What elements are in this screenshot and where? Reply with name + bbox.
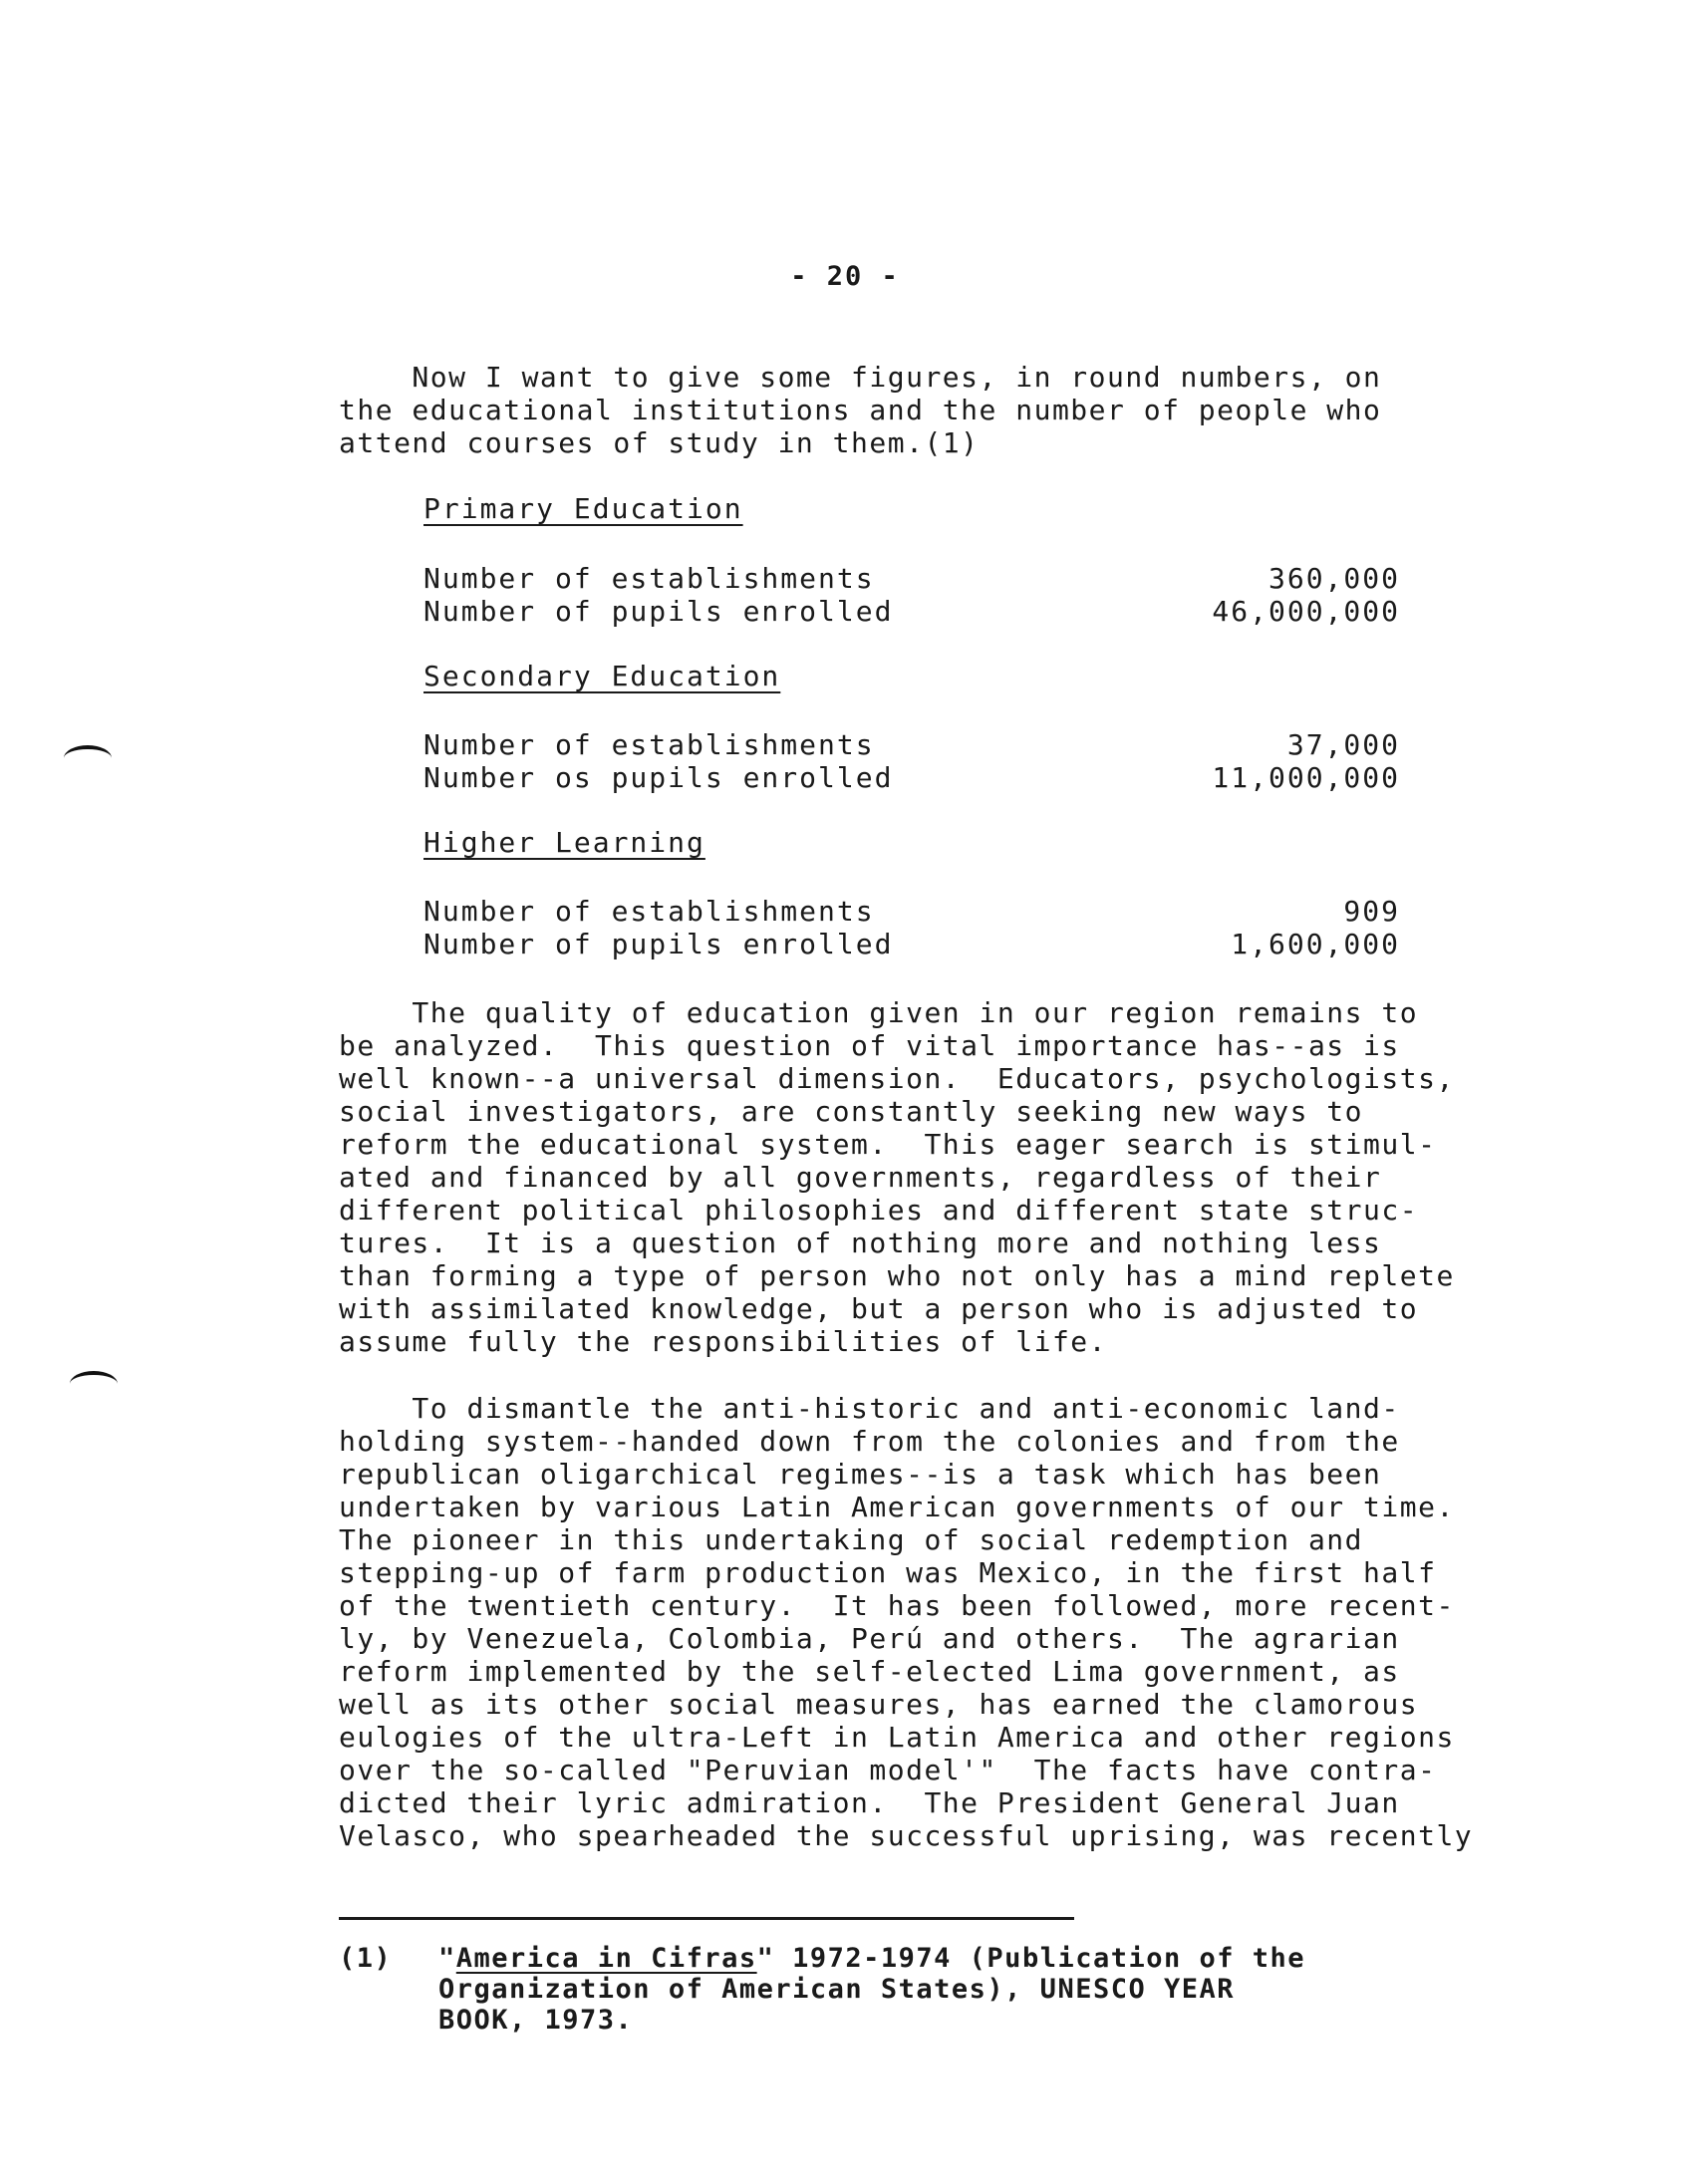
section-title-higher: Higher Learning — [423, 826, 705, 859]
text-line: the educational institutions and the number of people who — [339, 394, 1382, 426]
text-line: eulogies of the ultra-Left in Latin America and other regions — [339, 1721, 1455, 1754]
stat-value: 360,000 — [1268, 562, 1400, 595]
text-line: with assimilated knowledge, but a person who is adjusted to — [339, 1292, 1419, 1325]
text-line: The pioneer in this undertaking of social redemption and — [339, 1523, 1364, 1556]
intro-paragraph — [339, 361, 1594, 459]
footnote-quote: " — [438, 1943, 456, 1974]
stat-value: 909 — [1343, 895, 1400, 928]
punch-mark — [70, 1371, 118, 1397]
text-line: attend courses of study in them.(1) — [339, 426, 980, 459]
text-line: reform implemented by the self-elected Lima government, as — [339, 1655, 1400, 1688]
stat-value: 46,000,000 — [1212, 595, 1400, 628]
text-line: different political philosophies and different state struc- — [339, 1194, 1419, 1227]
text-line: undertaken by various Latin American governments of our time. — [339, 1491, 1455, 1523]
text-line: To dismantle the anti-historic and anti-economic land- — [339, 1392, 1400, 1425]
text-line: holding system--handed down from the colonies and from the — [339, 1425, 1400, 1458]
stat-row — [423, 895, 1400, 928]
punch-mark — [64, 745, 112, 771]
text-line: ated and financed by all governments, regardless of their — [339, 1161, 1382, 1194]
text-line: social investigators, are constantly seeking new ways to — [339, 1095, 1364, 1128]
text-line: than forming a type of person who not only has a mind replete — [339, 1259, 1455, 1292]
text-line: of the twentieth century. It has been followed, more recent- — [339, 1589, 1455, 1622]
section-title-secondary: Secondary Education — [423, 660, 781, 692]
footnote-line: BOOK, 1973. — [438, 2005, 634, 2036]
footnote-divider — [339, 1917, 1074, 1920]
footnote-line: Organization of American States), UNESCO YEAR — [438, 1974, 1235, 2005]
text-line: republican oligarchical regimes--is a task which has been — [339, 1458, 1382, 1491]
text-line: well as its other social measures, has earned the clamorous — [339, 1688, 1419, 1721]
stat-label: Number of pupils enrolled — [423, 595, 894, 628]
stat-row — [423, 595, 1400, 628]
stat-row — [423, 928, 1400, 960]
page-number: - 20 - — [790, 261, 900, 292]
stat-label: Number of establishments — [423, 895, 875, 928]
text-line: dicted their lyric admiration. The President General Juan — [339, 1786, 1400, 1819]
stat-label: Number of establishments — [423, 728, 875, 761]
text-line: well known--a universal dimension. Educators, psychologists, — [339, 1062, 1455, 1095]
text-line: ly, by Venezuela, Colombia, Perú and others. The agrarian — [339, 1622, 1400, 1655]
text-line: reform the educational system. This eager search is stimul- — [339, 1128, 1437, 1161]
paragraph-education-quality — [339, 996, 1594, 1358]
footnote-source-rest: " 1972-1974 (Publication of the — [756, 1943, 1306, 1974]
stat-label: Number of pupils enrolled — [423, 928, 894, 960]
text-line: Velasco, who spearheaded the successful uprising, was recently — [339, 1819, 1474, 1852]
footnote-line — [438, 1943, 1535, 1974]
stat-value: 1,600,000 — [1231, 928, 1400, 960]
text-line: tures. It is a question of nothing more and nothing less — [339, 1227, 1382, 1259]
text-line: The quality of education given in our region remains to — [339, 996, 1419, 1029]
text-line: stepping-up of farm production was Mexico, in the first half — [339, 1556, 1437, 1589]
section-title-primary: Primary Education — [423, 492, 743, 525]
footnote-source-title: America in Cifras — [455, 1943, 757, 1974]
stat-label: Number of establishments — [423, 562, 875, 595]
stat-row — [423, 562, 1400, 595]
footnote-text — [438, 1943, 1535, 2036]
stat-row — [423, 728, 1400, 761]
text-line: Now I want to give some figures, in round numbers, on — [339, 361, 1382, 394]
text-line: over the so-called "Peruvian model'" The facts have contra- — [339, 1754, 1437, 1786]
paragraph-agrarian-reform — [339, 1392, 1594, 1852]
text-line: assume fully the responsibilities of life. — [339, 1325, 1108, 1358]
stat-row — [423, 761, 1400, 794]
stat-label: Number os pupils enrolled — [423, 761, 894, 794]
stat-value: 11,000,000 — [1212, 761, 1400, 794]
text-line: be analyzed. This question of vital importance has--as is — [339, 1029, 1400, 1062]
footnote-marker: (1) — [339, 1943, 393, 1974]
stat-value: 37,000 — [1286, 728, 1400, 761]
